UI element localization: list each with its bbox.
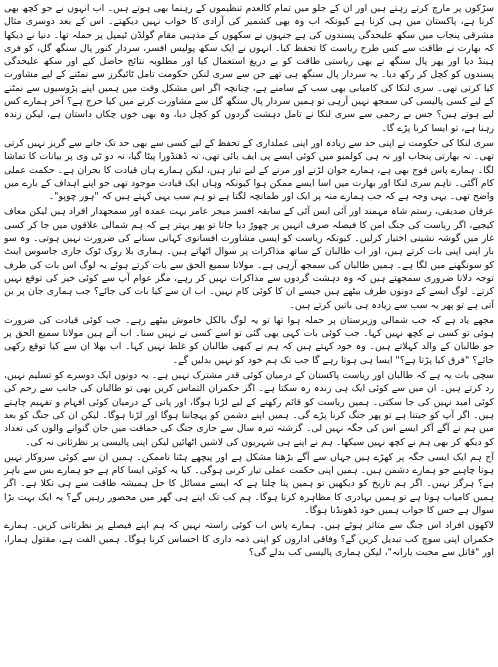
article-paragraph-3: عرفان صدیقی، رستم شاہ مہمند اور آئی ایس آئی کے سابقہ افسر میجر عامر بہت عمدہ اور سمجھدار افراد ہیں لیکن معاف کیجیے، اگر ریاست کی جنگ امن کا فیصلہ صرف انہیں پر چھوڑ دیا جاتا تو پھر بہتر ہے کہ ہم شمالی علاقوں میں جا کر کسی غار میں گوشہ نشینی اختیار کرلیں۔ کیونکہ ریاست کو ایسی مشاورت افسانوی کہانی سنانے کی ضرورت نہیں ہوتی۔ وہ سو بار اپنی اپنی بات کرتے ہیں، اور اب طالبان کے ساتھ مذاکرات پر سوال اٹھاتے ہیں۔ ہماری بلا روک ٹوک جاری جاسوس اینٹ کو سونگھنے میں لگا ہے۔ ہمیں طالبان کی سمجھ آرہی ہے۔ مولانا سمیع الحق سے بات کرتے ہوئے یہ لوگ اس بات کی طرف توجہ دلانا ضروری سمجھتے ہیں کہ وہ دہشت گردوں سے مذاکرات نہیں کر رہے، مگر عوام آپ سے کوئی خیر کی توقع نہیں کرتے۔ لوگ ایسے کے دونوں طرف بیٹھے ہیں جیسے ان کا کوئی کام نہیں۔ اب ان سے کیا بات کی جائے؟ جب ہماری جان پر بن آتی ہے تو پھر یہ سب سے زیادہ ہی باتیں کرتے ہیں۔ <box>4 206 494 311</box>
article-paragraph-2: سری لنکا کی حکومت نے اپنی حد سے زیادہ اور اپنی عملداری کے تحفظ کے لیے کسی سے بھی حد تک جانے سے گریز نہیں کرتی تھی۔ نہ بھارتی پنجاب اور نہ ہی کولمبو میں کوئی ایسے پی ایف بائی تھی، نہ ڈھنڈورا پیٹا گیا، نہ دو ٹی وی پر بیانات کا تماشا لگا۔ ہمارے پاس فوج بھی ہے، ہمارے جوان لڑنے اور مرنے کے لیے تیار ہیں، لیکن ہمارے ہاں قیادت کا بحران ہے۔ حکمت عملی کام آگئی۔ تاہم سری لنکا اور بھارت میں اسا ایسے ممکن ہوا کیونکہ وہاں ایک قیادت موجود تھی جو اپنے اہداف کے بارے میں واضح تھی۔ یہی وجہ ہے کہ جب ہمارے منہ پر ایک اور طمانچہ لگتا ہے تو ہم سب یہی کہتے ہیں کہ "ہور چوپو"۔ <box>4 137 494 203</box>
article-paragraph-7: لاکھوں افراد اس جنگ سے متاثر ہوئے ہیں۔ ہمارے پاس اب کوئی راستہ نہیں کہ ہم اپنے فیصلے پر نظرثانی کریں۔ ہمارے حکمران اپنی سوچ کب تبدیل کریں گے؟ وفاقی اداروں کو اپنی ذمہ داری کا احساس کرنا ہوگا۔ ہمیں الفت ہے، مقتول ہمارا، اور "قاتل سے محبت یارانہ"، لیکن ہماری پالیسی کب بدلے گی؟ <box>4 520 494 558</box>
article-paragraph-1: سڑکوں پر مارچ کرتے رہتے ہیں اور ان کے جلو میں تمام کالعدم تنظیموں کے رہنما بھی ہوتے ہیں۔ اب انہوں نے جو کچھ بھی کرنا ہے، پاکستان میں ہی کرنا ہے کیونکہ اب وہ بھی کشمیر کی آزادی کا خواب نہیں دیکھتے۔ اس کے بعد دوسری مثال مشرقی پنجاب میں سکھ علیحدگی پسندوں کی ہے جنہوں نے سکھوں کے مذہبی مقام گولڈن ٹیمپل پر حملہ تھا۔ دنیا نے دیکھا کہ بھارت نے طاقت سے کس طرح ریاست کا تحفظ کیا۔ انہوں نے ایک سکھ پولیس افسر، سردار کنور پال سنگھ گل، کو فری ہینڈ دیا اور پھر پال سنگھ نے بھی ریاستی طاقت کو بے دریغ استعمال کیا اور مطلوبہ نتائج حاصل کیے اور سکھ علیحدگی پسندوں کو کچل کر رکھ دیا۔ یہ سردار پال سنگھ ہی تھے جن سے سری لنکن حکومت تامل ٹائیگرز سے نمٹنے کے لیے مشاورت کیا کرتی تھی۔ سری لنکا کی کامیابی بھی سب کے سامنے ہے، چنانچہ اگر اس مشکل وقت میں ہمیں اپنے پڑوسیوں سے نمٹنے کے لیے کسی پالیسی کی سمجھ نہیں آرہی تو ہمیں سردار پال سنگھ گل سے مشاورت کرنے میں کیا حرج ہے؟ آخر ہمارے کس لیے ہوتے ہیں؟ جس بے رحمی سے سری لنکا نے تامل دہشت گردوں کو کچل دیا، وہ بھی خوں چکاں داستان ہے، لیکن زندہ رہنا ہے، تو ایسا کرنا پڑے گا۔ <box>4 3 494 134</box>
article-paragraph-5: سچی بات یہ ہے کہ طالبان اور ریاست پاکستان کے درمیان کوئی قدر مشترک نہیں ہے۔ یہ دونوں ایک دوسرے کو تسلیم نہیں، رد کرتے ہیں۔ ان میں سے کوئی ایک ہی زندہ رہ سکتا ہے۔ اگر حکمران التماس کریں بھی تو طالبان کی جانب سے رحم کی کوئی امید نہیں کی جا سکتی۔ ہمیں ریاست کو قائم رکھنے کے لیے لڑنا ہوگا، اور پانی کے درمیان کوئی افہام و تفہیم چاہتے ہیں۔ اگر آپ کو جیتنا ہے تو پھر جنگ کرنا پڑے گی۔ ہمیں اپنے دشمن کو پہچاننا ہوگا اور لڑنا ہوگا۔ لیکن ان کی جنگ کو بعد میں ہم نے آگے آکر ایسے اس کی جگہ نہیں لی۔ گزشتہ تیرہ سال سے جاری جنگ کی حماقت میں جان گنوانے والوں کی تعداد کو دیکھ کر بھی ہم نے کچھ نہیں سیکھا۔ ہم نے اپنے ہی شہریوں کی لاشیں اٹھائیں لیکن اپنی پالیسی پر نظرثانی نہ کی۔ <box>4 370 494 448</box>
article-paragraph-6: آج ہم ایک ایسی جگہ پر کھڑے ہیں جہاں سے آگے بڑھنا مشکل ہے اور پیچھے ہٹنا ناممکن۔ ہمیں ان سے کوئی سروکار نہیں ہونا چاہیے جو ہمارے دشمن ہیں۔ ہمیں اپنی حکمت عملی تیار کرنی ہوگی۔ کیا یہ کوئی ایسا کام ہے جو ہمارے بس سے باہر ہے؟ ہرگز نہیں۔ اگر ہم تاریخ کو دیکھیں تو ہمیں پتا چلتا ہے کہ ایسے مسائل کا حل ہمیشہ طاقت سے ہی نکلا ہے۔ اگر ہمیں کامیاب ہونا ہے تو ہمیں بہادری کا مظاہرہ کرنا ہوگا۔ ہم کب تک اپنے ہی گھر میں محصور رہیں گے؟ یہ ایک بہت بڑا سوال ہے جس کا جواب ہمیں خود ڈھونڈنا ہوگا۔ <box>4 451 494 516</box>
article-paragraph-4: مجھے یاد ہے کہ جب شمالی وزیرستان پر حملہ ہوا تھا تو یہ لوگ بالکل خاموش بیٹھے رہے۔ جب کوئی قیادت کی ضرورت ہوئی تو کسی نے کچھ نہیں کہا۔ جب کوئی بات کہی بھی گئی تو اسے کسی نے نہیں سنا۔ اب آتے ہیں مولانا سمیع الحق پر جو طالبان کے والد کہلاتے ہیں۔ وہ خود کہتے ہیں کہ ہم نے کبھی طالبان کو غلط نہیں کہا۔ اب بھلا ان سے کیا توقع رکھی جائے؟ "فرق کیا پڑتا ہے؟" ایسا ہی ہوتا رہے گا جب تک ہم خود کو نہیں بدلیں گے۔ <box>4 314 494 366</box>
